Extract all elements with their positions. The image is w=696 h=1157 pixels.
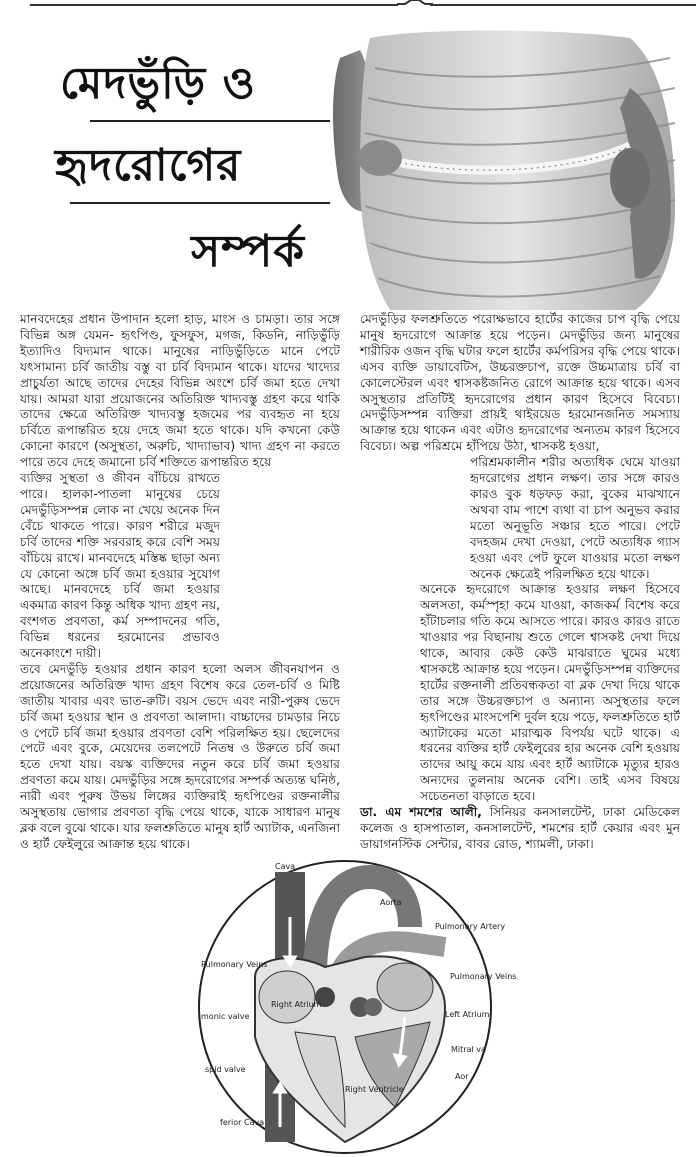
heart-diagram [195,857,517,1157]
top-rule-right [430,4,696,6]
title-divider-2 [70,202,330,204]
title-line-3: সম্পর্ক [191,226,305,277]
right-paragraph-1: মেদভুঁড়ির ফলশ্রুতিতে পরোক্ষভাবে হার্টের কাজের চাপ বৃদ্ধি পেয়ে মানুষ হৃদরোগে আক্রান্ত হয়ে পড়েন। মেদভুঁড়ির জন্য মানুষের শারীরিক ওজন বৃদ্ধি ঘটার ফলে হার্টের কর্মপরিসর বৃদ্ধি পেয়ে থাকে। এসব ব্যক্তি ডায়াবেটিস, উচ্চরক্তচাপ, রক্তে উচ্চমাত্রায় চর্বি বা কোলেস্টেরল এবং শ্বাসকষ্টজনিত রোগে আক্রান্ত হয়ে থাকে। এসব অসুস্থতার প্রতিটিই হৃদরোগের প্রধান কারণ হিসেবে বিবেচ্য। মেদভুঁড়িসম্পন্ন ব্যক্তিরা প্রায়ই থাইরয়েড হরমোনজনিত সমস্যায় আক্রান্ত হয়ে থাকেন এবং এটাও হৃদরোগের অন্যতম কারণ হিসেবে বিবেচ্য। অল্প পরিশ্রমে হাঁপিয়ে উঠা, শ্বাসকষ্ট হওয়া, [360,312,680,454]
author-details: সিনিয়র কনসালটেন্ট, ঢাকা মেডিকেল কলেজ ও হাসপাতাল, কনসালটেন্ট, শমশের হার্ট কেয়ার এবং মুন ডায়াগনস্টিক সেন্টার, বাবর রোড, শ্যামলী, ঢাকা। [360,805,681,851]
label-right-atrium: Right Atrium [271,1000,322,1009]
label-pulmonary-artery: Pulmonary Artery [435,922,506,931]
left-column [20,312,340,853]
title-divider-1 [90,120,330,122]
label-mitral-valve: Mitral va [451,1045,486,1054]
label-pulmonic: monic valve [201,1012,250,1021]
top-notch-icon [395,0,435,10]
left-paragraph-2: তবে মেদভুঁড়ি হওয়ার প্রধান কারণ হলো অলস জীবনযাপন ও প্রয়োজনের অতিরিক্ত খাদ্য গ্রহণ বিশেষ করে তেল-চর্বি ও মিষ্টি জাতীয় খাবার এবং ভাত-রুটি। বয়স ভেদে এবং নারী-পুরুষ ভেদে চর্বি জমা হওয়ার স্থান ও প্রবণতা আলাদা। বাচ্চাদের চামড়ার নিচে ও পেটে চর্বি জমা হওয়ার প্রবণতা বেশি পরিলক্ষিত হয়। ছেলেদের পেটে এবং বুকে, মেয়েদের তলপেটে নিতম্ব ও উরুতে চর্বি জমা হতে দেখা যায়। বয়স্ক ব্যক্তিদের নতুন করে চর্বি জমা হওয়ার প্রবণতা কমে যায়। মেদভুঁড়ির সঙ্গে হৃদরোগের সম্পর্ক অত্যন্ত ঘনিষ্ঠ, নারী এবং পুরুষ উভয় লিঙ্গের ব্যক্তিরাই হৃৎপিণ্ডের রক্তনালীর অসুস্থতায় ভোগার প্রবণতা বৃদ্ধি পেয়ে থাকে, যাকে সাধারণ মানুষ ব্লক বলে বুঝে থাকে। যার ফলশ্রুতিতে মানুষ হার্ট অ্যাটাক, এনজিনা ও হার্ট ফেইলুরে আক্রান্ত হয়ে থাকে। [20,661,340,851]
label-aorta: Aorta [380,898,402,907]
top-rule-left [30,4,398,6]
label-pulmonary-veins-right: Pulmonary Veins [450,972,517,981]
belly-photo [330,28,680,310]
article-body [0,312,696,1125]
author-block [360,805,680,853]
left-paragraph-1: মানবদেহের প্রধান উপাদান হলো হাড়, মাংস ও চামড়া। তার সঙ্গে বিভিন্ন অঙ্গ যেমন- হৃৎপিণ্ড, ফুসফুস, মগজ, কিডনি, নাড়িভুঁড়ি ইত্যাদিও বিদ্যমান থাকে। মানুষের নাড়িভুঁড়িতে মানে পেটে যৎসামান্য চর্বি জাতীয় বস্তু বা চর্বি বিদ্যমান থাকে। যাদের খাদ্যের প্রাচুর্যতা আছে তাদের দেহের বিভিন্ন অংশে চর্বি জমা হতে দেখা যায়। আমরা যারা প্রয়োজনের অতিরিক্ত খাদ্যবস্তু গ্রহণ করে থাকি তাদের ক্ষেত্রে অতিরিক্ত খাদ্যবস্তু হজমের পর ব্যবহৃত না হয়ে চর্বিতে রূপান্তরিত হয়ে দেহে জমা হতে থাকে। যদি কখনো কেউ কোনো কারণে (অসুস্থতা, অরুচি, খাদ্যাভাব) খাদ্য গ্রহণ না করতে পারে তবে দেহে জমানো চর্বি শক্তিতে রূপান্তরিত হয়ে [20,312,340,470]
label-aortic: Aor [455,1072,469,1081]
label-right-ventricle: Right Ventricle [345,1085,404,1094]
label-tricuspid: spid valve [205,1065,246,1074]
article-title [40,50,350,305]
right-paragraph-1b: পরিশ্রমকালীন শরীর অত্যধিক ঘেমে যাওয়া হৃদরোগের প্রধান লক্ষণ। তার সঙ্গে কারও কারও বুক ধড়ফড় করা, বুকের মাঝখানে অথবা বাম পাশে ব্যথা বা চাপ অনুভব করার মতো অনুভূতি সঞ্চার হতে পারে। পেটে বদহজম দেখা দেওয়া, পেটে অত্যধিক গ্যাস হওয়া এবং পেট ফুলে যাওয়ার মতো লক্ষণ অনেক ক্ষেত্রেই পরিলক্ষিত হয়ে থাকে। [470,455,680,581]
top-border [0,0,696,10]
right-column [360,312,680,853]
right-paragraph-2: অনেকে হৃদরোগে আক্রান্ত হওয়ার লক্ষণ হিসেবে অলসতা, কর্মস্পৃহা কমে যাওয়া, কাজকর্ম বিশেষ করে হাঁটাচলার গতি কমে আসতে পারে। কারও কারও রাতে খাওয়ার পর বিছানায় শুতে গেলে শ্বাসকষ্ট দেখা দিয়ে থাকে, আবার কেউ কেউ মাঝরাতে ঘুমের মধ্যে শ্বাসকষ্টে আক্রান্ত হয়ে পড়েন। মেদভুঁড়িসম্পন্ন ব্যক্তিদের হার্টের রক্তনালী প্রতিবন্ধকতা বা ব্লক দেখা দিয়ে থাকে তার সঙ্গে উচ্চরক্তচাপ ও অন্যান্য অসুস্থতার ফলে হৃৎপিণ্ডের মাংসপেশি দুর্বল হয়ে পড়ে, ফলশ্রুতিতে হার্ট অ্যাটাকের মতো মারাত্মক বিপর্যয় ঘটে থাকে। এ ধরনের ব্যক্তির হার্ট ফেইলুরের হার অনেক বেশি হওয়ায় তাদের আয়ু কমে যায় এবং হার্ট অ্যাটাকে মৃত্যুর হারও অন্যদের তুলনায় অনেক বেশি। তাই এসব বিষয়ে সচেতনতা বাড়াতে হবে। [420,582,680,804]
title-line-2: হৃদরোগের [55,140,242,191]
label-inferior: ferior Cava [220,1118,265,1127]
label-left-atrium: Left Atrium [445,1010,490,1019]
left-paragraph-1b: ব্যক্তির সুস্থতা ও জীবন বাঁচিয়ে রাখতে পারে। হালকা-পাতলা মানুষের চেয়ে মেদভুঁড়িসম্পন্ন লোক না খেয়ে অনেক দিন বেঁচে থাকতে পারে। কারণ শরীরে মজুদ চর্বি তাদের শক্তি সরবরাহ করে বেশি সময় বাঁচিয়ে রাখে। মানবদেহে মস্তিষ্ক ছাড়া অন্য যে কোনো অঙ্গে চর্বি জমা হওয়ার সুযোগ আছে। মানবদেহে চর্বি জমা হওয়ার একমাত্র কারণ কিন্তু অধিক খাদ্য গ্রহণ নয়, বংশগত প্রবণতা, কর্ম সম্পাদনের গতি, বিভিন্ন ধরনের হরমোনের প্রভাবও অনেকাংশে দায়ী। [20,471,220,661]
title-line-1: মেদভুঁড়ি ও [60,58,256,109]
hero-section [0,10,696,302]
label-pulmonary-veins-left: Pulmonary Veins [201,960,268,969]
label-cava-top: Cava [275,862,296,871]
author-name: ডা. এম শমশের আলী, [360,805,482,820]
